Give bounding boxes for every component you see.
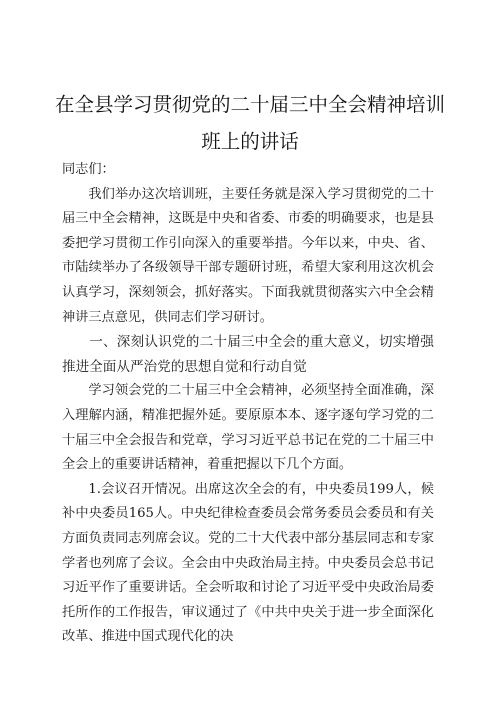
point-1-paragraph: 1.会议召开情况。出席这次全会的有，中央委员199人，候补中央委员165人。中央纪律检查委员会常务委员会委员和有关方面负责同志列席会议。党的二十大代表中部分基层同志和专家学者也列席了会议。全会由中央政治局主持。中央委员会总书记习近平作了重要讲话。全会听取和讨论了习近平受中央政治局委托所作的工作报告，审议通过了《中共中央关于进一步全面深化改革、推进中国式现代化的决	[62, 481, 434, 645]
document-body	[62, 158, 434, 650]
section-1-intro-paragraph: 学习领会党的二十届三中全会精神，必须坚持全面准确，深入理解内涵，精准把握外延。要原原本本、逐字逐句学习党的二十届三中全会报告和党章，学习习近平总书记在党的二十届三中全会上的重要讲话精神，着重把握以下几个方面。	[62, 383, 434, 473]
salutation: 同志们：	[62, 162, 115, 177]
intro-paragraph: 我们举办这次培训班，主要任务就是深入学习贯彻党的二十届三中全会精神，这既是中央和省委、市委的明确要求，也是县委把学习贯彻工作引向深入的重要举措。今年以来，中央、省、市陆续举办了各级领导干部专题研讨班，希望大家利用这次机会认真学习，深刻领会，抓好落实。下面我就贯彻落实六中全会精神讲三点意见，供同志们学习研讨。	[62, 186, 434, 325]
section-heading-1: 一、深刻认识党的二十届三中全会的重大意义，切实增强推进全面从严治党的思想自觉和行动自觉	[62, 334, 434, 375]
document-title	[40, 86, 460, 160]
title-line-2: 班上的讲话	[201, 130, 299, 153]
title-line-1: 在全县学习贯彻党的二十届三中全会精神培训	[54, 93, 445, 116]
